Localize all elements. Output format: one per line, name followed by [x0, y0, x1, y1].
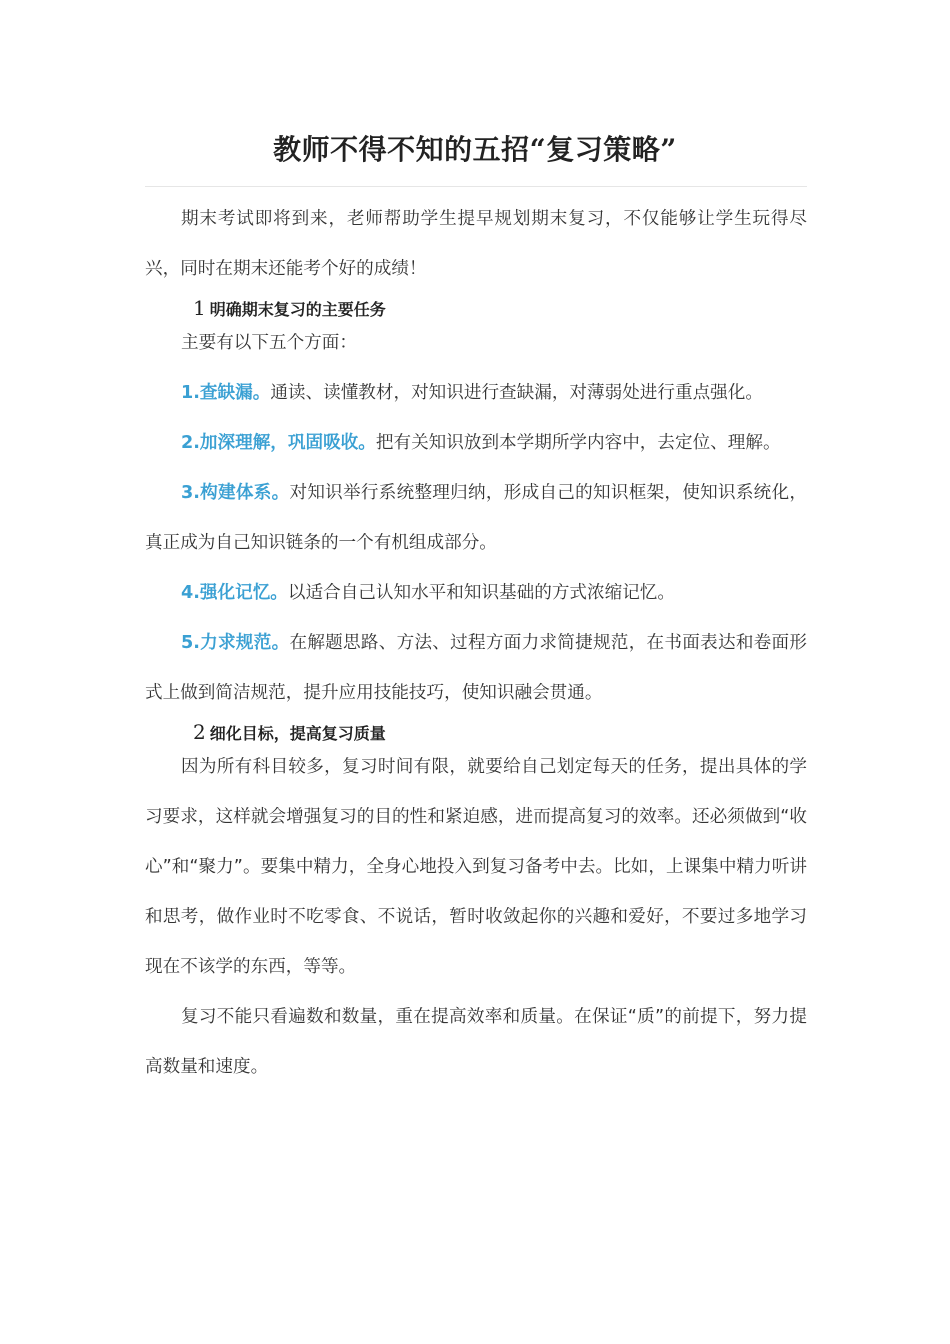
- list-item: [145, 618, 807, 718]
- title-divider: [145, 186, 807, 187]
- list-item-text: 以适合自己认知水平和知识基础的方式浓缩记忆。: [287, 583, 675, 603]
- section1-heading-text: 明确期末复习的主要任务: [209, 300, 386, 319]
- list-item-key: 4.强化记忆。: [181, 583, 288, 603]
- list-item: [145, 568, 807, 618]
- list-item-text: 把有关知识放到本学期所学内容中，去定位、理解。: [375, 433, 781, 453]
- list-item-key: 3.构建体系。: [181, 483, 290, 503]
- section2-paragraph-1: 因为所有科目较多，复习时间有限，就要给自己划定每天的任务，提出具体的学习要求，这样就会增强复习的目的性和紧迫感，进而提高复习的效率。还必须做到“收心”和“聚力”。要集中精力，全身心地投入到复习备考中去。比如，上课集中精力听讲和思考，做作业时不吃零食、不说话，暂时收敛起你的兴趣和爱好，不要过多地学习现在不该学的东西，等等。: [145, 757, 807, 977]
- list-item-key: 2.加深理解，巩固吸收。: [181, 433, 376, 453]
- intro-paragraph: 期末考试即将到来，老师帮助学生提早规划期末复习，不仅能够让学生玩得尽兴，同时在期末还能考个好的成绩！: [145, 209, 807, 279]
- section2-heading-text: 细化目标，提高复习质量: [209, 724, 386, 743]
- list-item: [145, 468, 807, 568]
- page-title: 教师不得不知的五招“复习策略”: [273, 133, 677, 166]
- section1-number: 1: [193, 296, 206, 320]
- list-item-text: 对知识举行系统整理归纳，形成自己的知识框架，使知识系统化，真正成为自己知识链条的一个有机组成部分。: [145, 483, 807, 553]
- list-item-text: 通读、读懂教材，对知识进行查缺漏，对薄弱处进行重点强化。: [270, 383, 763, 403]
- section2-paragraph-2: 复习不能只看遍数和数量，重在提高效率和质量。在保证“质”的前提下，努力提高数量和速度。: [145, 1007, 807, 1077]
- section2-number: 2: [193, 720, 206, 744]
- list-item-key: 1.查缺漏。: [181, 383, 271, 403]
- list-item: [145, 368, 807, 418]
- list-item-key: 5.力求规范。: [181, 633, 290, 653]
- list-item: [145, 418, 807, 468]
- list-item-text: 在解题思路、方法、过程方面力求简捷规范，在书面表达和卷面形式上做到简洁规范，提升应用技能技巧，使知识融会贯通。: [145, 633, 807, 703]
- section1-lead: 主要有以下五个方面：: [181, 333, 357, 353]
